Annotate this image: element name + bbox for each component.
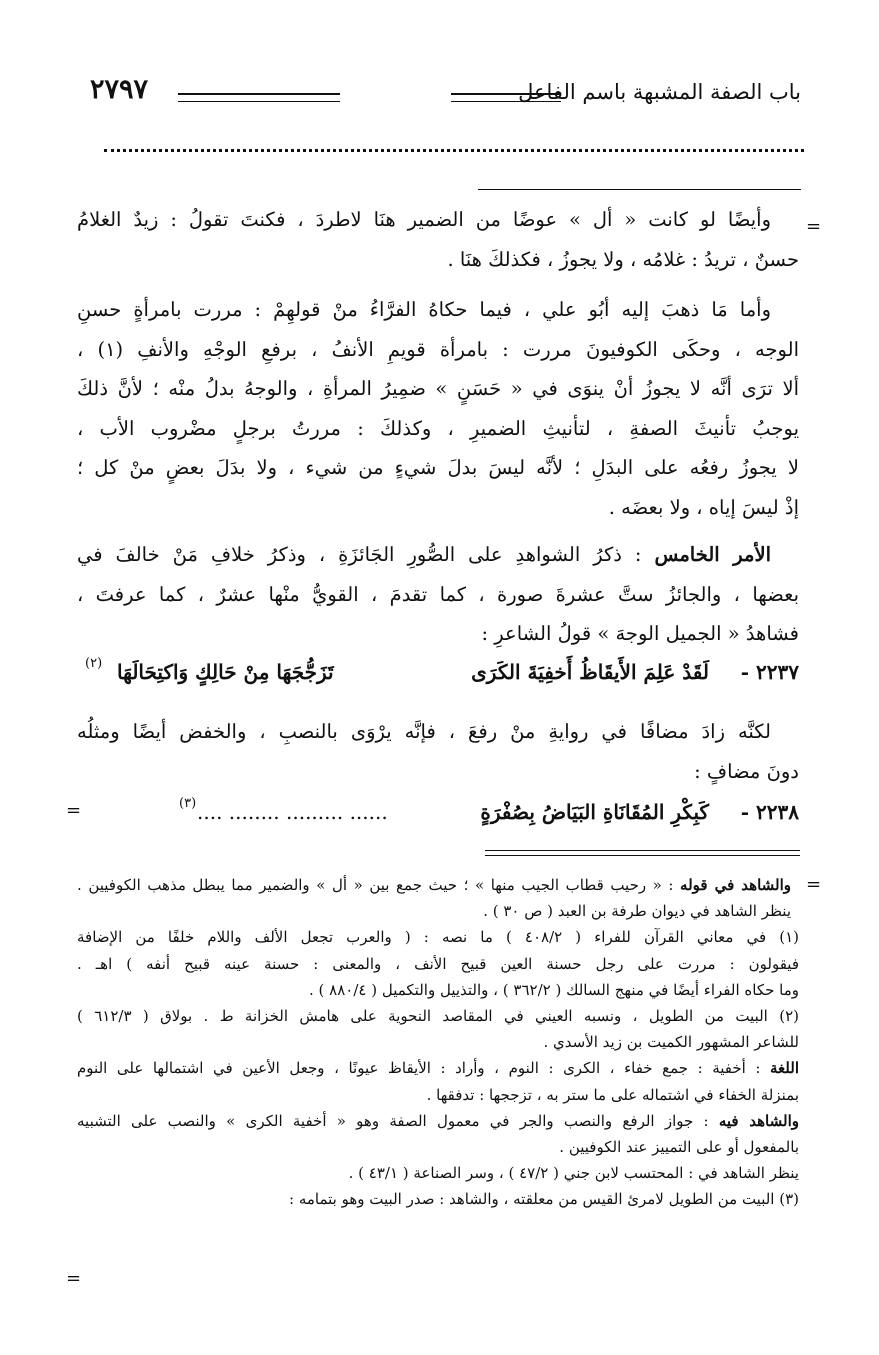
- verse-hemistich-2: ...... ......... ........ ....: [197, 800, 388, 824]
- footnote-line: [77, 1108, 799, 1134]
- verse-hemistich-2: تَزَجُّجَهَا مِنْ حَالِكٍ وَاكتِحَالَهَا: [117, 660, 334, 684]
- text-line: وأيضًا لو كانت « أل » عوضًا من الضمير هنَا لاطردَ ، فكنتَ تقولُ : زيدٌ الغلامُ: [77, 208, 771, 231]
- equals-mark: =: [66, 1268, 82, 1289]
- footnote-line: [77, 872, 799, 898]
- footnote-line: للشاعر المشهور الكميت بن زيد الأسدي .: [543, 1033, 799, 1052]
- text-line: دونَ مضافٍ :: [694, 759, 799, 783]
- footnote-bold: والشاهد فيه: [718, 1111, 799, 1130]
- paragraph-1: [77, 200, 799, 279]
- equals-mark: =: [806, 874, 822, 895]
- text-line: يوجبُ تأنيثَ الصفةِ ، لتأنيثِ الضميرِ ، وكذلكَ : مررتُ برجلٍ مضْروب الأب ،: [77, 416, 799, 440]
- verse-number: ٢٢٣٨ -: [740, 800, 799, 824]
- section-rule: [478, 189, 801, 190]
- paragraph-4: [77, 712, 799, 791]
- verse-number: ٢٢٣٧ -: [740, 660, 799, 684]
- text-line: ألا ترَى أنَّه لا يجوزُ أنْ ينوَى في « حَسَنٍ » ضمِيرُ المرأةِ ، والوجهُ بدلُ منْه ؛ لأنَّ ذلكَ: [77, 377, 799, 400]
- footnote-text: : « رحيب قطاب الجيب منها » ؛ حيث جمع بين « أل » والضمير مما يبطل مذهب الكوفيين .: [77, 876, 681, 894]
- page-header: [90, 74, 801, 114]
- footnote-ref: (٢): [85, 656, 103, 671]
- text-span: : ذكرُ الشواهدِ على الصُّورِ الجَائزَةِ ، وذكرُ خلافِ مَنْ خالفَ في: [77, 543, 655, 566]
- footnotes: [77, 872, 799, 1213]
- footnote-line: (٢) البيت من الطويل ، ونسبه العيني في المقاصد النحوية على هامش الخزانة ط . بولاق ( ٦١٢/٣ ): [77, 1007, 799, 1026]
- footnote-line: بالمفعول أو على التمييز عند الكوفيين .: [559, 1138, 799, 1157]
- text-line: لكنَّه زادَ مضافًا في روايةِ منْ رفعَ ، فإنَّه يرْوَى بالنصبِ ، والخفض أيضًا ومثلُه: [77, 720, 771, 743]
- text-line: فشاهدُ « الجميل الوجهَ » قولُ الشاعرِ :: [481, 622, 799, 645]
- text-line: لا يجوزُ رفعُه على البدَلِ ؛ لأنَّه ليسَ بدلَ شيءٍ من شيء ، ولا بدَلَ بعضٍ منْ كل ؛: [77, 456, 799, 479]
- text-line: إذْ ليسَ إياه ، ولا بعضَه .: [608, 495, 799, 519]
- footnote-separator: [485, 850, 800, 856]
- verse-2238: [77, 796, 799, 840]
- paragraph-2: [77, 290, 799, 527]
- bold-lead: الأمر الخامس: [654, 543, 771, 566]
- footnote-bold: والشاهد في قوله: [680, 876, 791, 894]
- footnote-line: (١) في معاني القرآن للفراء ( ٤٠٨/٢ ) ما نصه : ( والعرب تجعل الألف واللام خلفًا من الإضافة: [77, 928, 799, 947]
- footnote-ref: (٣): [179, 796, 197, 811]
- footnote-line: (٣) البيت من الطويل لامرئ القيس من معلقته ، والشاهد : صدر البيت وهو بتمامه :: [289, 1190, 799, 1209]
- equals-mark: =: [66, 800, 82, 821]
- text-line: بعضها ، والجائزُ ستَّ عشرةَ صورة ، كما تقدمَ ، القويُّ منْها عشرٌ ، كما عرفتَ ،: [77, 582, 799, 606]
- verse-2237: [77, 656, 799, 700]
- footnote-line: ينظر الشاهد في ديوان طرفة بن العبد ( ص ٣٠ ) .: [483, 902, 791, 921]
- verse-hemistich-1: لَقَدْ عَلِمَ الأَيقَاظُ أَخفِيَةَ الكَرَى: [471, 660, 709, 684]
- footnote-bold: اللغة: [770, 1059, 799, 1078]
- paragraph-3: [77, 535, 799, 654]
- text-line: حسنٌ ، تريدُ : غلامُه ، ولا يجوزُ ، فكذلكَ هنَا .: [447, 247, 799, 271]
- header-rule-left: [178, 93, 340, 102]
- footnote-line: [77, 1055, 799, 1081]
- page-number: ٢٧٩٧: [90, 74, 149, 105]
- text-line: [77, 535, 799, 575]
- footnote-line: وما حكاه الفراء أيضًا في منهج السالك ( ٣٦٢/٢ ) ، والتذييل والتكميل ( ٨٨٠/٤ ) .: [309, 980, 799, 999]
- footnote-text: : جواز الرفع والنصب والجر في معمول الصفة وهو « أخفية الكرى » والنصب على التشبيه: [77, 1111, 719, 1130]
- chapter-title: باب الصفة المشبهة باسم الفاعل: [518, 80, 801, 104]
- equals-mark: =: [806, 216, 822, 237]
- footnote-line: ينظر الشاهد في : المحتسب لابن جني ( ٤٧/٢ ) ، وسر الصناعة ( ٤٣/١ ) .: [348, 1164, 799, 1183]
- ellipsis-dots: [104, 143, 804, 157]
- header-rule-right: [451, 93, 561, 102]
- footnote-text: : أخفية : جمع خفاء ، الكرى : النوم ، وأراد : الأيقاظ عيونًا ، وجعل الأعين في اشتمالها على النوم: [77, 1059, 771, 1078]
- text-line: الوجه ، وحكَى الكوفيونَ مررت : بامرأة قويمِ الأنفُ ، برفعِ الوجْهِ والأنفِ (١) ،: [77, 337, 799, 361]
- footnote-line: فيقولون : مررت على رجل حسنة العين قبيح الأنف ، والمعنى : حسنة عينه قبيح أنفه ) اهـ .: [77, 954, 799, 973]
- footnote-line: بمنزلة الخفاء في اشتماله على ما ستر به ، تزججها : تدفقها .: [426, 1085, 799, 1104]
- verse-hemistich-1: كَبِكْرِ المُقَانَاةِ البَيَاضُ بِصُفْرَةٍ: [480, 800, 709, 824]
- text-line: وأما مَا ذهبَ إليه أبُو علي ، فيما حكاهُ الفرَّاءُ منْ قولهِمْ : مررت بامرأةٍ حسنِ: [77, 298, 771, 321]
